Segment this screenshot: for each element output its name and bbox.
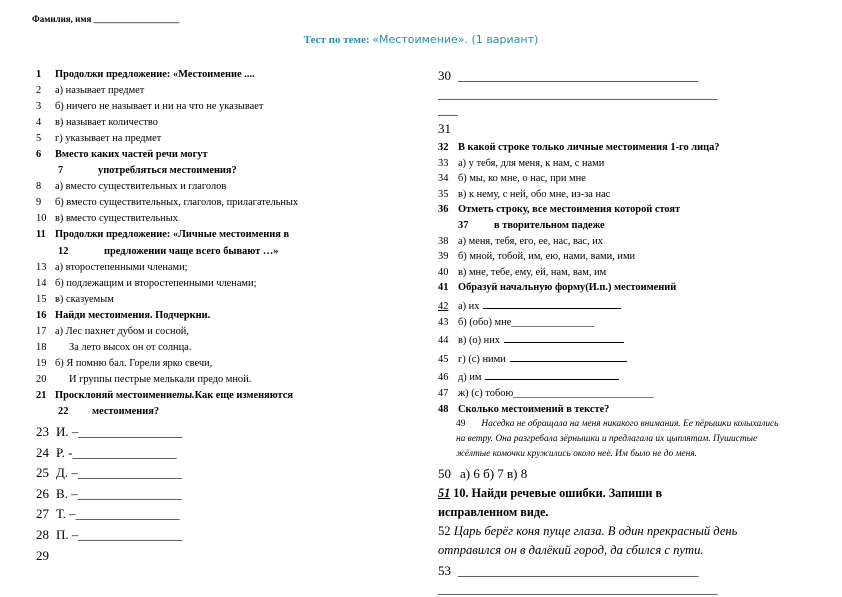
option-33[interactable]: 33 а) у тебя, для меня, к нам, с нами (438, 157, 605, 169)
answer-blank[interactable] (504, 330, 624, 343)
pronoun-row-43[interactable]: 43 б) (обо) мне ________________ (438, 315, 788, 331)
case-row-27[interactable]: 27 Т. – ________________ (36, 504, 396, 525)
case-row-28[interactable]: 28 П. – ________________ (36, 525, 396, 546)
pronoun-row-46[interactable]: 46 д) им (438, 367, 788, 386)
poem-line-20[interactable]: 20 И группы пестрые мелькали предо мной. (36, 373, 252, 385)
question-41: 41 Образуй начальную форму(И.п.) местоимений (438, 282, 677, 294)
option-9[interactable]: 9 б) вместо существительных, глаголов, прилагательных (36, 197, 299, 209)
page-title (0, 33, 842, 46)
answer-blank[interactable]: ________________ (511, 316, 595, 328)
student-name-line[interactable] (32, 14, 179, 24)
question-22: 22 местоимения? (58, 405, 160, 417)
option-5[interactable]: 5 г) указывает на предмет (36, 133, 162, 145)
answer-blank[interactable]: ________________ (72, 444, 177, 460)
error-text-52: 52 Царь берёг коня пуще глаза. В один прекрасный день отправился он в далёкий город, да сбился с пути. (438, 524, 738, 558)
poem-line-17[interactable]: 17 а) Лес пахнет дубом и сосной, (36, 325, 189, 337)
answer-line-30[interactable]: 30 _____________________________________ (438, 66, 788, 86)
answer-blank[interactable] (485, 367, 619, 380)
student-name-label: Фамилия, имя (32, 14, 92, 24)
answer-line-53-cont[interactable]: ___________________________________________ (438, 580, 718, 596)
question-21: 21 Просклоняй местоимение ты. Как еще изменяются (36, 389, 293, 401)
case-row-25[interactable]: 25 Д. – ________________ (36, 463, 396, 484)
option-13[interactable]: 13 а) второстепенными членами; (36, 261, 188, 273)
pronoun-row-45[interactable]: 45 г) (с) ними (438, 349, 788, 368)
question-7: 7 употребляться местоимения? (58, 165, 237, 177)
option-14[interactable]: 14 б) подлежащим и второстепенными членами; (36, 277, 257, 289)
answer-line-30-cont[interactable]: ___________________________________________ (438, 86, 718, 101)
question-32: 32 В какой строке только личные местоимения 1-го лица? (438, 142, 720, 153)
answer-blank[interactable]: _____________________________________ (458, 562, 699, 578)
answer-blank[interactable] (510, 349, 627, 362)
question-51: 51 10. Найди речевые ошибки. Запиши в исправленном виде. (438, 486, 663, 520)
option-38[interactable]: 38 а) меня, тебя, его, ее, нас, вас, их (438, 235, 603, 247)
pronoun-row-42[interactable]: 42 а) их (438, 296, 788, 315)
answer-blank[interactable]: ___________________________ (513, 387, 654, 399)
option-10[interactable]: 10 в) вместо существительных (36, 213, 178, 225)
pronoun-row-44[interactable]: 44 в) (о) них (438, 330, 788, 349)
line-31: 31 (438, 121, 451, 136)
pronoun-row-47[interactable]: 47 ж) (с) тобою ___________________________ (438, 386, 788, 402)
option-40[interactable]: 40 в) мне, тебе, ему, ей, нам, вам, им (438, 266, 607, 278)
answer-line-30-end[interactable]: ___ (438, 102, 458, 117)
answer-blank[interactable]: ________________ (77, 485, 182, 501)
option-2[interactable]: 2 а) называет предмет (36, 85, 145, 97)
case-row-23[interactable]: 23 И. – ________________ (36, 422, 396, 443)
option-35[interactable]: 35 в) к нему, с ней, обо мне, из-за нас (438, 188, 611, 200)
option-3[interactable]: 3 б) ничего не называет и ни на что не указывает (36, 101, 264, 113)
question-11: 11 Продолжи предложение: «Личные местоимения в (36, 229, 290, 241)
question-6: 6 Вместо каких частей речи могут (36, 149, 208, 161)
question-36: 36 Отметь строку, все местоимения которой стоят (438, 204, 681, 216)
title-prefix: Тест по теме: (303, 34, 370, 46)
answer-blank[interactable]: ________________ (77, 465, 182, 481)
option-34[interactable]: 34 б) мы, ко мне, о нас, при мне (438, 173, 586, 185)
line-29: 29 (36, 547, 49, 563)
question-1: 1 Продолжи предложение: «Местоимение .... (36, 69, 255, 80)
case-row-24[interactable]: 24 Р. - ________________ (36, 443, 396, 464)
answer-line-53[interactable]: 53 _____________________________________ (438, 561, 788, 581)
text-passage-49: 49 Наседка не обращала на меня никакого внимания. Ее пёрышки колыхались на ветру. Она разгребала зёрнышки и предлагала их цыплятам. Пушистые жёлтые комочки кружились около неё. Им было не до меня. (456, 419, 779, 460)
answer-blank[interactable]: ________________ (78, 424, 183, 440)
question-48: 48 Сколько местоимений в тексте? (438, 403, 610, 415)
left-column (36, 67, 396, 566)
answer-blank[interactable]: ________________ (78, 527, 183, 542)
question-16: 16 Найди местоимения. Подчеркни. (36, 309, 211, 321)
answer-blank[interactable]: _____________________________________ (458, 68, 699, 83)
option-8[interactable]: 8 а) вместо существительных и глаголов (36, 181, 227, 193)
question-37: 37 в творительном падеже (458, 219, 605, 231)
option-39[interactable]: 39 б) мной, тобой, им, ею, нами, вами, ими (438, 251, 636, 263)
question-12: 12 предложении чаще всего бывают …» (58, 245, 279, 257)
option-15[interactable]: 15 в) сказуемым (36, 293, 114, 305)
poem-line-18[interactable]: 18 За лето высох он от солнца. (36, 341, 192, 353)
answer-options-50[interactable]: 50 а) 6 б) 7 в) 8 (438, 466, 528, 482)
answer-blank[interactable]: ________________ (75, 506, 180, 522)
answer-blank[interactable] (483, 296, 621, 309)
option-4[interactable]: 4 в) называет количество (36, 117, 158, 129)
poem-line-19[interactable]: 19 б) Я помню бал. Горели ярко свечи, (36, 357, 213, 369)
case-row-26[interactable]: 26 В. – ________________ (36, 484, 396, 505)
right-column (438, 66, 788, 597)
student-name-blank[interactable]: ___________________ (93, 14, 180, 24)
title-rest: «Местоимение». (1 вариант) (372, 33, 539, 46)
